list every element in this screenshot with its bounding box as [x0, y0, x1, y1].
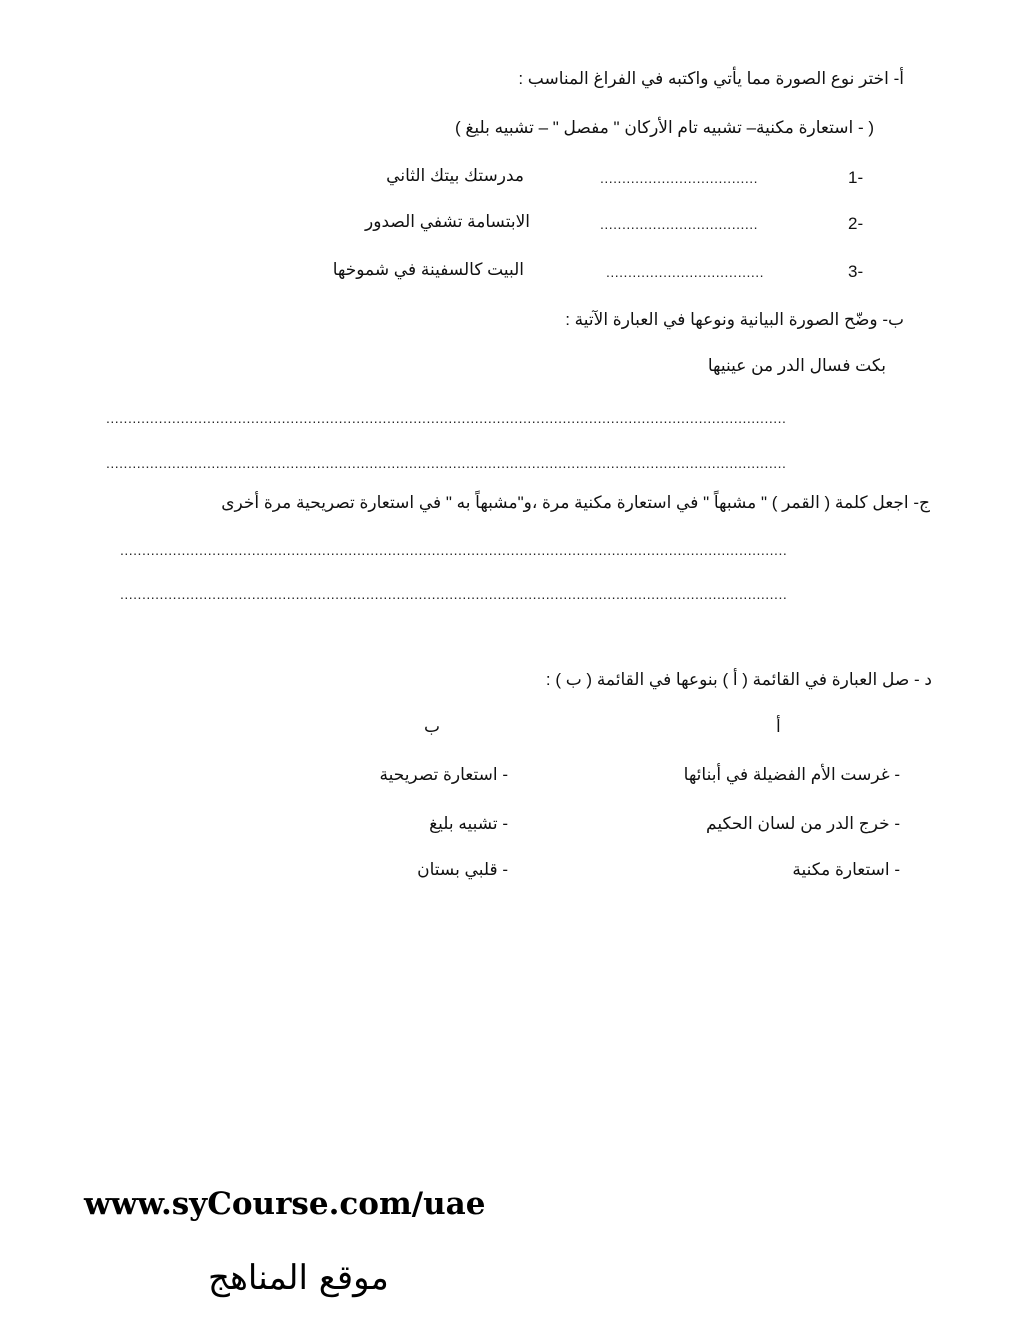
section-c-heading: ج- اجعل كلمة ( القمر ) " مشبهاً " في استعارة مكنية مرة ،و"مشبهاً به " في استعارة تصريحية مرة أخرى — [221, 493, 930, 512]
column-a-item-2: - خرج الدر من لسان الحكيم — [706, 814, 900, 833]
column-b-item-3: - قلبي بستان — [417, 860, 508, 879]
item-3-text: البيت كالسفينة في شموخها — [332, 260, 524, 279]
item-1-text: مدرستك بيتك الثاني — [386, 166, 524, 185]
item-2-blank: .................................... — [600, 216, 759, 232]
answer-line-c-1[interactable]: ........................................................................................................................................................ — [120, 542, 788, 558]
section-a-heading: أ- اختر نوع الصورة مما يأتي واكتبه في الفراغ المناسب : — [518, 69, 904, 88]
column-b-item-1: - استعارة تصريحية — [379, 765, 508, 784]
site-url[interactable]: www.syCourse.com/uae — [84, 1186, 486, 1222]
item-2-number: 2- — [848, 214, 864, 233]
column-b-item-2: - تشبيه بليغ — [429, 814, 508, 833]
answer-line-b-2[interactable]: ........................................................................................................................................................... — [106, 455, 787, 471]
column-a-item-1: - غرست الأم الفضيلة في أبنائها — [683, 765, 900, 784]
item-1-number: 1- — [848, 168, 864, 187]
item-3-number: 3- — [848, 262, 864, 281]
answer-line-c-2[interactable]: ........................................................................................................................................................ — [120, 586, 788, 602]
item-2-text: الابتسامة تشفي الصدور — [365, 212, 530, 231]
column-b-label: ب — [424, 717, 441, 736]
item-1-blank: .................................... — [600, 170, 759, 186]
section-b-heading: ب- وضّح الصورة البيانية ونوعها في العبارة الآتية : — [565, 310, 904, 329]
section-b-sentence: بكت فسال الدر من عينيها — [707, 356, 886, 375]
item-3-blank: .................................... — [606, 264, 765, 280]
column-a-item-3: - استعارة مكنية — [792, 860, 900, 879]
column-a-label: أ — [776, 717, 781, 736]
section-a-options: ( - استعارة مكنية– تشبيه تام الأركان " مفصل " – تشبيه بليغ ) — [454, 118, 874, 137]
answer-line-b-1[interactable]: ........................................................................................................................................................... — [106, 410, 787, 426]
site-name: موقع المناهج — [208, 1258, 389, 1298]
section-d-heading: د - صل العبارة في القائمة ( أ ) بنوعها في القائمة ( ب ) : — [545, 670, 932, 689]
